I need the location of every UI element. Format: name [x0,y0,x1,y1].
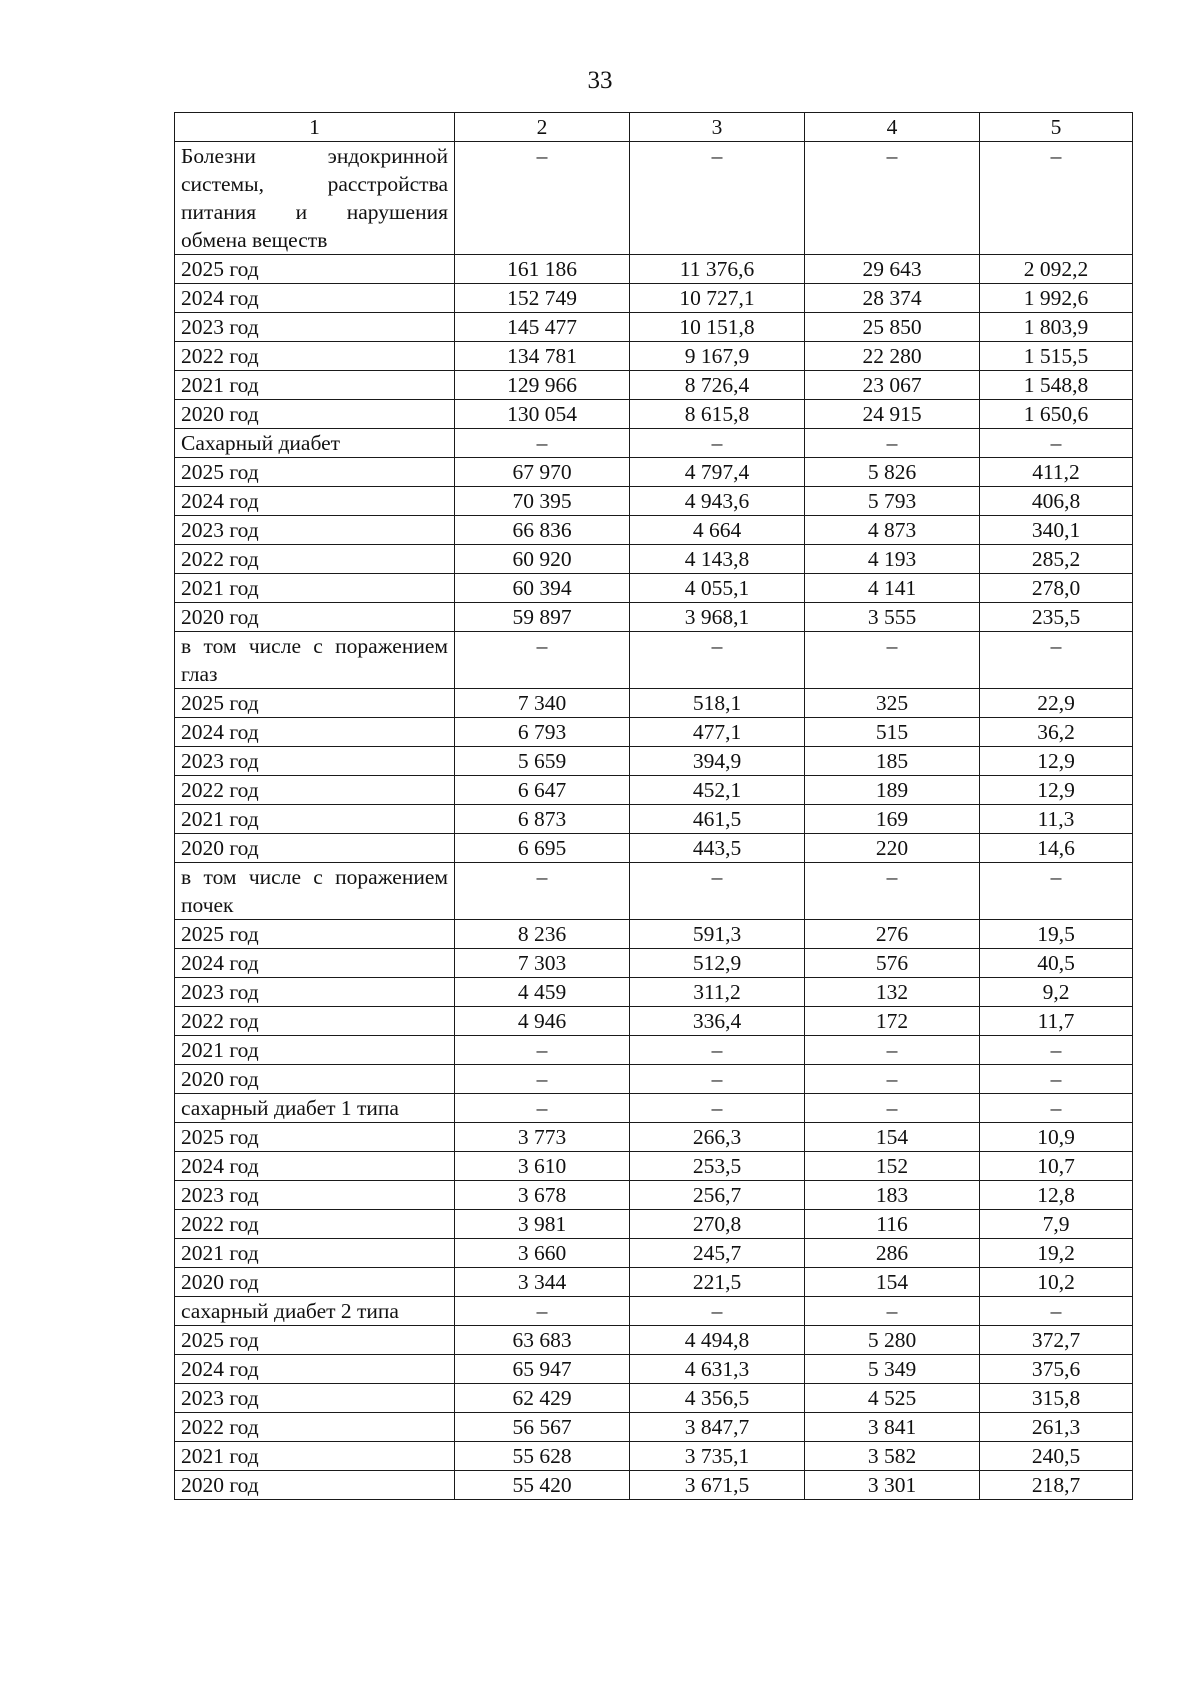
cell-value: 518,1 [630,689,805,718]
cell-value: – [805,142,980,255]
cell-value: 270,8 [630,1210,805,1239]
cell-value: 60 394 [455,574,630,603]
cell-value: 14,6 [980,834,1133,863]
column-header-3: 3 [630,113,805,142]
row-label: 2024 год [175,718,455,747]
cell-value: 134 781 [455,342,630,371]
table-row [175,574,1133,603]
cell-value: 3 841 [805,1413,980,1442]
cell-value: 4 055,1 [630,574,805,603]
cell-value: – [980,1036,1133,1065]
cell-value: 66 836 [455,516,630,545]
row-label: 2022 год [175,342,455,371]
cell-value: 340,1 [980,516,1133,545]
table-header-row [175,113,1133,142]
row-label: Болезни эндокринной системы, расстройства питания и нарушения обмена веществ [175,142,455,255]
cell-value: 7 303 [455,949,630,978]
table-row [175,949,1133,978]
table-row [175,1442,1133,1471]
cell-value: – [630,1297,805,1326]
cell-value: 6 793 [455,718,630,747]
cell-value: 3 671,5 [630,1471,805,1500]
table-row [175,516,1133,545]
cell-value: 5 826 [805,458,980,487]
row-label: 2022 год [175,1007,455,1036]
cell-value: 3 582 [805,1442,980,1471]
cell-value: 3 555 [805,603,980,632]
cell-value: – [630,429,805,458]
cell-value: 172 [805,1007,980,1036]
cell-value: 4 494,8 [630,1326,805,1355]
cell-value: 336,4 [630,1007,805,1036]
page-number: 33 [587,67,613,94]
table-row [175,545,1133,574]
cell-value: 218,7 [980,1471,1133,1500]
cell-value: 8 726,4 [630,371,805,400]
cell-value: 311,2 [630,978,805,1007]
cell-value: – [980,429,1133,458]
row-label: 2024 год [175,949,455,978]
cell-value: 55 628 [455,1442,630,1471]
cell-value: 5 793 [805,487,980,516]
cell-value: 443,5 [630,834,805,863]
cell-value: 161 186 [455,255,630,284]
cell-value: – [805,1065,980,1094]
cell-value: 116 [805,1210,980,1239]
cell-value: – [980,863,1133,920]
table-row [175,1210,1133,1239]
row-label: 2020 год [175,603,455,632]
cell-value: 3 735,1 [630,1442,805,1471]
cell-value: 411,2 [980,458,1133,487]
row-label: 2025 год [175,1326,455,1355]
cell-value: 4 946 [455,1007,630,1036]
cell-value: 576 [805,949,980,978]
cell-value: 4 525 [805,1384,980,1413]
table-row [175,400,1133,429]
cell-value: 4 873 [805,516,980,545]
table-row [175,429,1133,458]
cell-value: 36,2 [980,718,1133,747]
cell-value: 253,5 [630,1152,805,1181]
cell-value: 63 683 [455,1326,630,1355]
row-label: 2025 год [175,255,455,284]
table-row [175,1268,1133,1297]
cell-value: 12,8 [980,1181,1133,1210]
cell-value: 515 [805,718,980,747]
row-label: 2022 год [175,1413,455,1442]
row-label: в том числе с поражением почек [175,863,455,920]
cell-value: 4 943,6 [630,487,805,516]
cell-value: – [455,1094,630,1123]
row-label: Сахарный диабет [175,429,455,458]
cell-value: 261,3 [980,1413,1133,1442]
cell-value: 372,7 [980,1326,1133,1355]
cell-value: 266,3 [630,1123,805,1152]
table-row [175,371,1133,400]
cell-value: 12,9 [980,747,1133,776]
table-row [175,1007,1133,1036]
table-row [175,776,1133,805]
cell-value: 315,8 [980,1384,1133,1413]
row-label: 2023 год [175,747,455,776]
table-row [175,805,1133,834]
cell-value: 1 992,6 [980,284,1133,313]
table-row [175,632,1133,689]
row-label: 2021 год [175,1239,455,1268]
cell-value: 10,9 [980,1123,1133,1152]
cell-value: 23 067 [805,371,980,400]
cell-value: 59 897 [455,603,630,632]
cell-value: – [455,632,630,689]
cell-value: 375,6 [980,1355,1133,1384]
cell-value: – [805,632,980,689]
cell-value: 4 797,4 [630,458,805,487]
cell-value: 3 344 [455,1268,630,1297]
cell-value: 62 429 [455,1384,630,1413]
cell-value: 235,5 [980,603,1133,632]
table-row [175,978,1133,1007]
cell-value: 8 615,8 [630,400,805,429]
cell-value: 10,2 [980,1268,1133,1297]
cell-value: 3 968,1 [630,603,805,632]
cell-value: 3 610 [455,1152,630,1181]
cell-value: – [630,142,805,255]
cell-value: – [980,1297,1133,1326]
cell-value: – [805,1036,980,1065]
table-row [175,255,1133,284]
cell-value: 220 [805,834,980,863]
row-label: 2020 год [175,1268,455,1297]
cell-value: 11 376,6 [630,255,805,284]
table-row [175,747,1133,776]
cell-value: 129 966 [455,371,630,400]
table-body [175,142,1133,1500]
cell-value: 286 [805,1239,980,1268]
cell-value: 406,8 [980,487,1133,516]
cell-value: – [630,1065,805,1094]
table-row [175,1471,1133,1500]
row-label: сахарный диабет 1 типа [175,1094,455,1123]
cell-value: – [630,863,805,920]
column-header-2: 2 [455,113,630,142]
cell-value: 3 773 [455,1123,630,1152]
cell-value: – [980,632,1133,689]
cell-value: 169 [805,805,980,834]
cell-value: 132 [805,978,980,1007]
table-row [175,1036,1133,1065]
cell-value: 22,9 [980,689,1133,718]
cell-value: 145 477 [455,313,630,342]
cell-value: 185 [805,747,980,776]
table-row [175,284,1133,313]
cell-value: 3 678 [455,1181,630,1210]
cell-value: 189 [805,776,980,805]
cell-value: 67 970 [455,458,630,487]
row-label: 2021 год [175,805,455,834]
column-header-1: 1 [175,113,455,142]
cell-value: 5 659 [455,747,630,776]
cell-value: 256,7 [630,1181,805,1210]
cell-value: 130 054 [455,400,630,429]
row-label: 2024 год [175,284,455,313]
cell-value: 29 643 [805,255,980,284]
row-label: 2020 год [175,834,455,863]
cell-value: 183 [805,1181,980,1210]
cell-value: – [630,1036,805,1065]
statistics-table [174,112,1133,1500]
cell-value: 11,3 [980,805,1133,834]
cell-value: 4 664 [630,516,805,545]
cell-value: 3 660 [455,1239,630,1268]
row-label: 2023 год [175,1384,455,1413]
row-label: 2024 год [175,487,455,516]
row-label: 2023 год [175,313,455,342]
cell-value: 285,2 [980,545,1133,574]
row-label: 2020 год [175,400,455,429]
table-row [175,313,1133,342]
cell-value: 3 847,7 [630,1413,805,1442]
cell-value: 4 143,8 [630,545,805,574]
column-header-4: 4 [805,113,980,142]
table-row [175,342,1133,371]
cell-value: 6 695 [455,834,630,863]
table-row [175,1123,1133,1152]
cell-value: 22 280 [805,342,980,371]
cell-value: 221,5 [630,1268,805,1297]
row-label: в том числе с поражением глаз [175,632,455,689]
row-label: сахарный диабет 2 типа [175,1297,455,1326]
cell-value: 278,0 [980,574,1133,603]
cell-value: 154 [805,1268,980,1297]
cell-value: 245,7 [630,1239,805,1268]
cell-value: – [455,1065,630,1094]
table-row [175,863,1133,920]
table-row [175,920,1133,949]
cell-value: 4 193 [805,545,980,574]
table-row [175,1326,1133,1355]
cell-value: 1 803,9 [980,313,1133,342]
cell-value: 24 915 [805,400,980,429]
cell-value: – [455,863,630,920]
cell-value: – [805,429,980,458]
table-row [175,718,1133,747]
table-row [175,458,1133,487]
row-label: 2022 год [175,776,455,805]
cell-value: – [980,1065,1133,1094]
cell-value: 55 420 [455,1471,630,1500]
cell-value: 28 374 [805,284,980,313]
row-label: 2023 год [175,516,455,545]
table-row [175,1355,1133,1384]
cell-value: – [455,1036,630,1065]
cell-value: – [980,1094,1133,1123]
table-row [175,142,1133,255]
cell-value: – [455,1297,630,1326]
row-label: 2025 год [175,689,455,718]
table-row [175,1384,1133,1413]
cell-value: 10 151,8 [630,313,805,342]
cell-value: 3 981 [455,1210,630,1239]
table-row [175,689,1133,718]
row-label: 2022 год [175,1210,455,1239]
cell-value: 65 947 [455,1355,630,1384]
cell-value: 591,3 [630,920,805,949]
cell-value: 6 647 [455,776,630,805]
cell-value: 4 631,3 [630,1355,805,1384]
cell-value: 8 236 [455,920,630,949]
row-label: 2023 год [175,978,455,1007]
cell-value: 5 349 [805,1355,980,1384]
cell-value: 11,7 [980,1007,1133,1036]
cell-value: 152 749 [455,284,630,313]
row-label: 2025 год [175,920,455,949]
cell-value: – [805,1094,980,1123]
cell-value: 7 340 [455,689,630,718]
cell-value: 1 548,8 [980,371,1133,400]
table-row [175,1239,1133,1268]
cell-value: 154 [805,1123,980,1152]
cell-value: 3 301 [805,1471,980,1500]
cell-value: 9 167,9 [630,342,805,371]
row-label: 2021 год [175,371,455,400]
cell-value: 477,1 [630,718,805,747]
row-label: 2021 год [175,574,455,603]
row-label: 2025 год [175,1123,455,1152]
table-row [175,1181,1133,1210]
cell-value: 25 850 [805,313,980,342]
row-label: 2020 год [175,1471,455,1500]
cell-value: 394,9 [630,747,805,776]
cell-value: 1 650,6 [980,400,1133,429]
cell-value: – [980,142,1133,255]
row-label: 2022 год [175,545,455,574]
cell-value: 452,1 [630,776,805,805]
cell-value: 4 141 [805,574,980,603]
cell-value: 461,5 [630,805,805,834]
row-label: 2021 год [175,1442,455,1471]
table-row [175,1297,1133,1326]
row-label: 2021 год [175,1036,455,1065]
cell-value: 19,5 [980,920,1133,949]
cell-value: 60 920 [455,545,630,574]
row-label: 2020 год [175,1065,455,1094]
cell-value: 4 356,5 [630,1384,805,1413]
cell-value: – [630,632,805,689]
table-row [175,1413,1133,1442]
cell-value: 7,9 [980,1210,1133,1239]
table-row [175,1065,1133,1094]
cell-value: 240,5 [980,1442,1133,1471]
cell-value: – [455,429,630,458]
cell-value: – [805,863,980,920]
table-row [175,1094,1133,1123]
cell-value: 512,9 [630,949,805,978]
cell-value: 10,7 [980,1152,1133,1181]
cell-value: 325 [805,689,980,718]
cell-value: – [805,1297,980,1326]
cell-value: – [455,142,630,255]
cell-value: 10 727,1 [630,284,805,313]
cell-value: 70 395 [455,487,630,516]
table-row [175,487,1133,516]
row-label: 2024 год [175,1152,455,1181]
row-label: 2025 год [175,458,455,487]
cell-value: 276 [805,920,980,949]
cell-value: 9,2 [980,978,1133,1007]
cell-value: 152 [805,1152,980,1181]
row-label: 2023 год [175,1181,455,1210]
cell-value: 5 280 [805,1326,980,1355]
table-row [175,834,1133,863]
cell-value: – [630,1094,805,1123]
table-row [175,1152,1133,1181]
column-header-5: 5 [980,113,1133,142]
cell-value: 19,2 [980,1239,1133,1268]
row-label: 2024 год [175,1355,455,1384]
cell-value: 1 515,5 [980,342,1133,371]
cell-value: 40,5 [980,949,1133,978]
cell-value: 4 459 [455,978,630,1007]
cell-value: 2 092,2 [980,255,1133,284]
cell-value: 6 873 [455,805,630,834]
cell-value: 12,9 [980,776,1133,805]
table-row [175,603,1133,632]
cell-value: 56 567 [455,1413,630,1442]
